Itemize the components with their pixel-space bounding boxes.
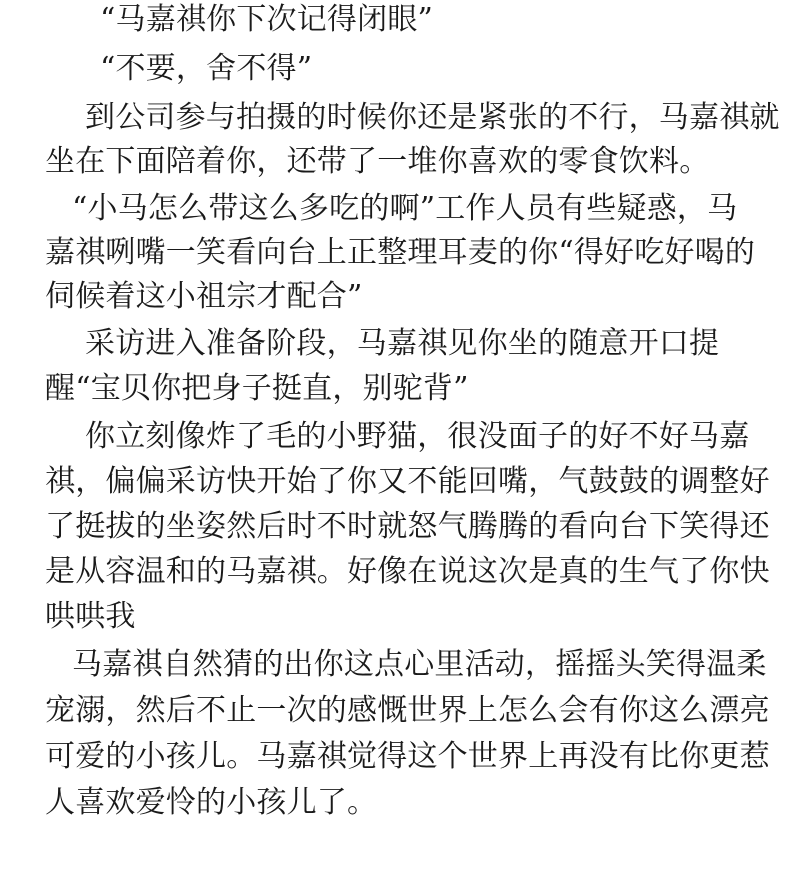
text-line: 采访进入准备阶段，马嘉祺见你坐的随意开口提 <box>85 326 720 361</box>
text-line: “不要，舍不得” <box>100 51 313 86</box>
text-line: 醒“宝贝你把身子挺直，别驼背” <box>45 371 469 406</box>
text-line: 嘉祺咧嘴一笑看向台上正整理耳麦的你“得好吃好喝的 <box>45 235 756 270</box>
text-line: 可爱的小孩儿。马嘉祺觉得这个世界上再没有比你更惹 <box>45 739 770 774</box>
text-line: 到公司参与拍摄的时候你还是紧张的不行，马嘉祺就 <box>85 100 780 135</box>
text-line: 了挺拔的坐姿然后时不时就怒气腾腾的看向台下笑得还 <box>45 509 770 544</box>
text-line: 宠溺，然后不止一次的感慨世界上怎么会有你这么漂亮 <box>45 693 770 728</box>
text-line: 祺，偏偏采访快开始了你又不能回嘴，气鼓鼓的调整好 <box>45 464 770 499</box>
text-line: 是从容温和的马嘉祺。好像在说这次是真的生气了你快 <box>45 554 770 589</box>
text-line: 坐在下面陪着你，还带了一堆你喜欢的零食饮料。 <box>45 144 710 179</box>
text-line: 哄哄我 <box>45 599 136 634</box>
text-line: “马嘉祺你下次记得闭眼” <box>100 2 434 37</box>
text-line: 你立刻像炸了毛的小野猫，很没面子的好不好马嘉 <box>85 419 750 454</box>
text-line: 人喜欢爱怜的小孩儿了。 <box>45 785 378 820</box>
text-line: “小马怎么带这么多吃的啊”工作人员有些疑惑，马 <box>72 191 738 226</box>
text-line: 马嘉祺自然猜的出你这点心里活动，摇摇头笑得温柔 <box>72 647 767 682</box>
text-line: 伺候着这小祖宗才配合” <box>45 279 363 314</box>
